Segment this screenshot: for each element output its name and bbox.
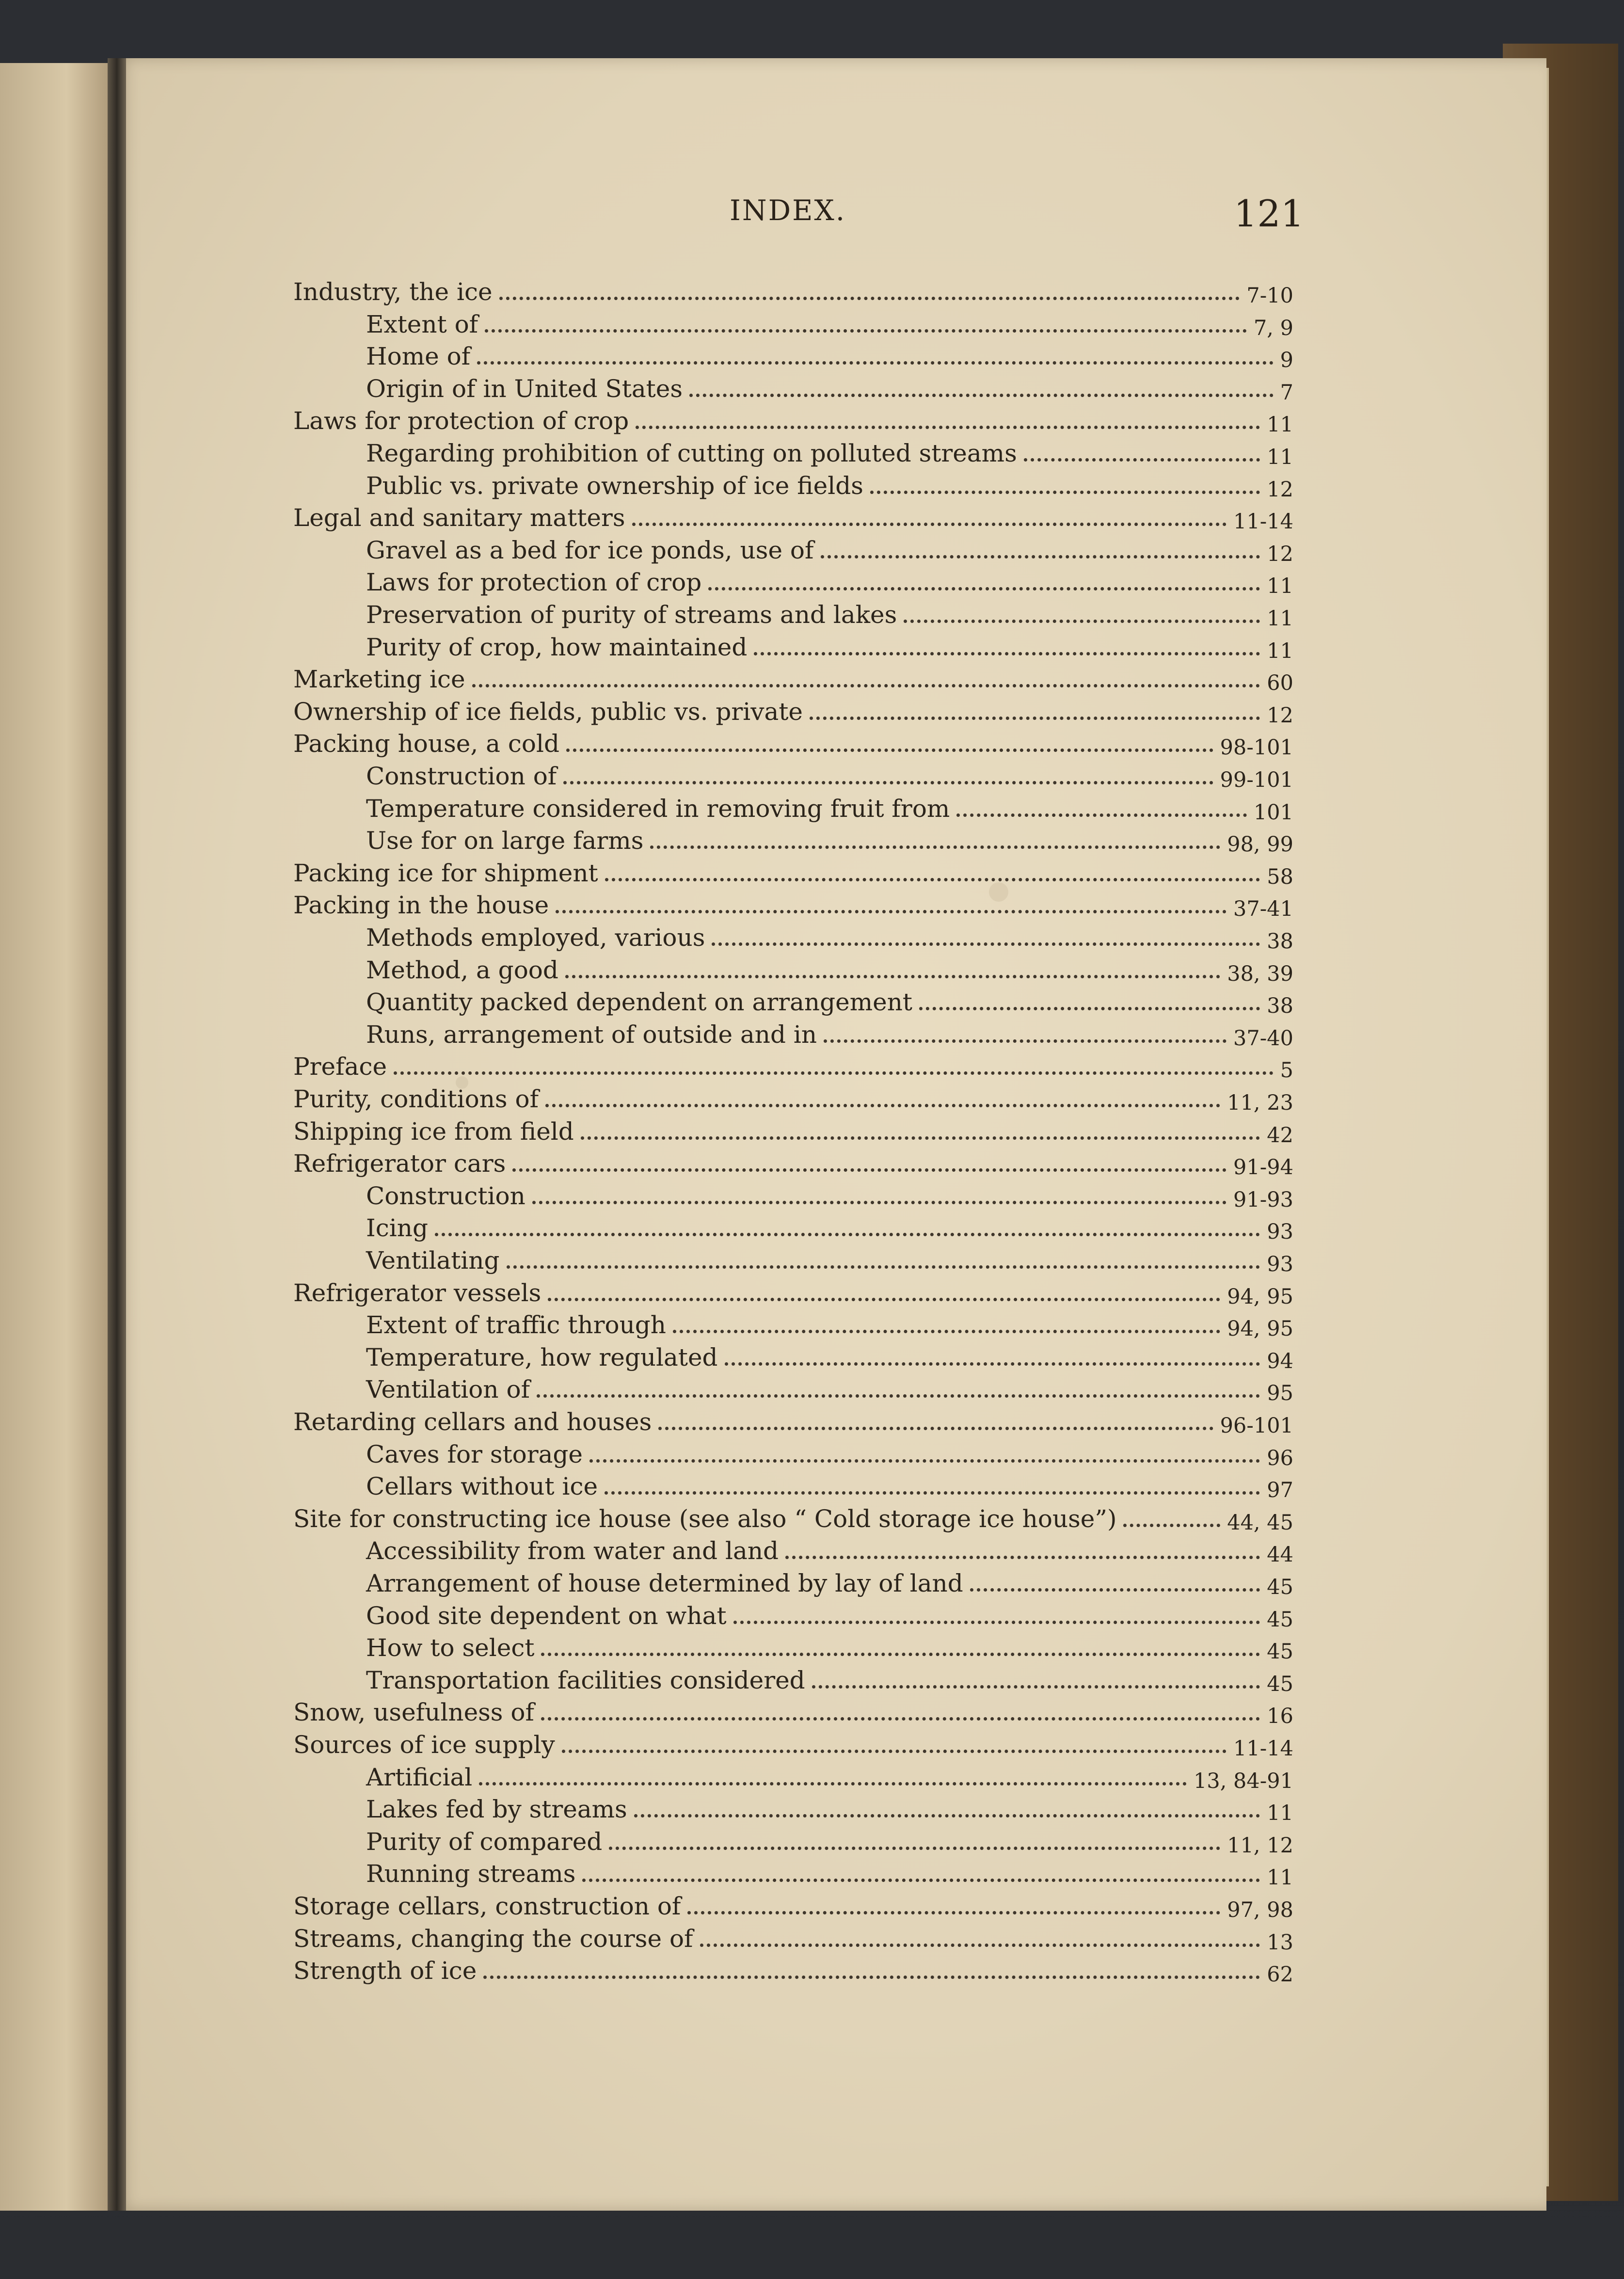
dot-leader — [658, 1427, 1213, 1430]
dot-leader — [708, 587, 1260, 590]
index-term: Strength of ice — [293, 1957, 477, 1985]
index-page-ref: 11 — [1267, 413, 1293, 437]
index-entry — [366, 793, 1293, 827]
index-page-ref: 11 — [1267, 445, 1293, 469]
index-term: Ventilation of — [366, 1375, 530, 1404]
index-term: How to select — [366, 1634, 535, 1662]
index-entry — [366, 1245, 1293, 1279]
index-page-ref: 62 — [1267, 1962, 1293, 1987]
dot-leader — [565, 975, 1220, 978]
index-term: Quantity packed dependent on arrangement — [366, 988, 913, 1017]
index-page-ref: 38 — [1267, 994, 1293, 1019]
index-page-ref: 7 — [1280, 380, 1293, 405]
index-page-ref: 38, 39 — [1227, 961, 1293, 986]
index-page-ref: 98-101 — [1220, 735, 1293, 760]
index-page-ref: 37-40 — [1233, 1026, 1293, 1051]
index-term: Origin of in United States — [366, 374, 683, 403]
index-page-ref: 95 — [1267, 1381, 1293, 1406]
index-entry — [366, 1568, 1293, 1602]
index-entry — [366, 1762, 1293, 1796]
index-entry — [366, 1471, 1293, 1505]
index-term: Preservation of purity of streams and lakes — [366, 601, 897, 629]
index-term: Use for on large farms — [366, 827, 644, 855]
index-term: Public vs. private ownership of ice fields — [366, 471, 863, 500]
index-page-ref: 12 — [1267, 477, 1293, 502]
index-entry — [366, 825, 1293, 859]
dot-leader — [566, 749, 1213, 752]
dot-leader — [689, 394, 1274, 397]
index-page-ref: 7, 9 — [1253, 316, 1293, 340]
index-term: Extent of traffic through — [366, 1311, 666, 1339]
dot-leader — [472, 684, 1260, 687]
index-entry — [293, 1277, 1293, 1311]
index-page-ref: 12 — [1267, 703, 1293, 728]
index-entry — [293, 1116, 1293, 1150]
dot-leader — [394, 1071, 1274, 1075]
index-entry — [293, 858, 1293, 892]
index-entry — [366, 922, 1293, 956]
index-entry — [366, 1019, 1293, 1053]
index-page-ref: 94, 95 — [1227, 1317, 1293, 1341]
index-term: Cellars without ice — [366, 1472, 598, 1501]
index-entry — [366, 987, 1293, 1020]
index-entry — [293, 502, 1293, 536]
index-entry — [366, 761, 1293, 795]
index-page-ref: 44 — [1267, 1543, 1293, 1567]
index-page-ref: 7-10 — [1246, 284, 1293, 308]
index-page-ref: 101 — [1253, 800, 1293, 825]
index-page-ref: 91-93 — [1233, 1187, 1293, 1212]
index-entry — [366, 1794, 1293, 1828]
index-page-ref: 37-41 — [1233, 897, 1293, 922]
dot-leader — [605, 1491, 1260, 1495]
index-term: Temperature, how regulated — [366, 1343, 718, 1371]
dot-leader — [812, 1685, 1260, 1689]
index-entry — [293, 276, 1293, 310]
index-term: Industry, the ice — [293, 278, 493, 306]
index-entry — [366, 567, 1293, 601]
index-page-ref: 11, 12 — [1227, 1833, 1293, 1858]
dot-leader — [512, 1168, 1226, 1172]
dot-leader — [609, 1847, 1220, 1850]
dot-leader — [956, 813, 1247, 817]
index-entry — [293, 890, 1293, 924]
dot-leader — [532, 1201, 1226, 1204]
book-gutter — [108, 58, 126, 2211]
dot-leader — [725, 1362, 1260, 1366]
index-page-ref: 12 — [1267, 542, 1293, 566]
index-page-ref: 45 — [1267, 1672, 1293, 1696]
index-entry — [366, 535, 1293, 569]
index-page-ref: 97 — [1267, 1478, 1293, 1503]
index-term: Runs, arrangement of outside and in — [366, 1020, 817, 1049]
index-term: Storage cellars, construction of — [293, 1892, 681, 1920]
dot-leader — [1123, 1524, 1220, 1527]
index-page-ref: 94, 95 — [1227, 1284, 1293, 1309]
index-page-ref: 11, 23 — [1227, 1091, 1293, 1115]
index-page-ref: 16 — [1267, 1704, 1293, 1729]
index-term: Home of — [366, 342, 471, 371]
index-entry — [366, 309, 1293, 343]
index-entry — [366, 1212, 1293, 1246]
dot-leader — [785, 1556, 1260, 1559]
index-entry — [366, 955, 1293, 988]
dot-leader — [870, 491, 1260, 494]
index-entry — [366, 1826, 1293, 1860]
index-term: Sources of ice supply — [293, 1731, 555, 1759]
index-term: Ownership of ice fields, public vs. private — [293, 697, 803, 726]
index-term: Transportation facilities considered — [366, 1666, 805, 1694]
index-page-ref: 38 — [1267, 929, 1293, 954]
index-term: Streams, changing the course of — [293, 1924, 693, 1953]
index-page-ref: 42 — [1267, 1123, 1293, 1147]
index-term: Legal and sanitary matters — [293, 504, 625, 532]
index-entry — [366, 1309, 1293, 1343]
index-entry — [293, 1891, 1293, 1925]
index-term: Caves for storage — [366, 1440, 583, 1468]
dot-leader — [970, 1588, 1260, 1592]
index-entry — [293, 405, 1293, 439]
index-page-ref: 11 — [1267, 1865, 1293, 1890]
index-term: Packing house, a cold — [293, 730, 559, 758]
index-entry — [293, 1923, 1293, 1957]
index-entry — [293, 1697, 1293, 1731]
index-page-ref: 13 — [1267, 1930, 1293, 1955]
index-page-ref: 96 — [1267, 1446, 1293, 1470]
dot-leader — [712, 942, 1260, 946]
dot-leader — [483, 1976, 1260, 1979]
dot-leader — [919, 1007, 1260, 1010]
index-entry — [366, 341, 1293, 375]
index-entry — [293, 728, 1293, 762]
index-entry — [366, 1439, 1293, 1473]
dot-leader — [563, 781, 1213, 784]
index-term: Purity, conditions of — [293, 1085, 539, 1113]
index-term: Packing ice for shipment — [293, 859, 598, 887]
dot-leader — [904, 620, 1260, 623]
index-entry — [293, 696, 1293, 730]
index-entry — [366, 1535, 1293, 1569]
dot-leader — [589, 1459, 1260, 1463]
index-page-ref: 44, 45 — [1227, 1510, 1293, 1535]
index-term: Gravel as a bed for ice ponds, use of — [366, 536, 814, 564]
dot-leader — [541, 1653, 1260, 1656]
index-term: Packing in the house — [293, 891, 549, 920]
index-page-ref: 45 — [1267, 1575, 1293, 1599]
dot-leader — [733, 1621, 1260, 1624]
index-term: Snow, usefulness of — [293, 1698, 534, 1727]
dot-leader — [477, 361, 1273, 365]
index-page-ref: 60 — [1267, 671, 1293, 696]
page-number: 121 — [1234, 192, 1305, 235]
index-page-ref: 5 — [1280, 1058, 1293, 1083]
index-term: Temperature considered in removing fruit from — [366, 794, 950, 823]
index-entry — [293, 1503, 1293, 1537]
index-page-ref: 11 — [1267, 638, 1293, 663]
index-entry — [366, 470, 1293, 504]
dot-leader — [605, 878, 1260, 881]
index-page-ref: 98, 99 — [1227, 832, 1293, 857]
index-entry — [293, 1729, 1293, 1763]
dot-leader — [541, 1717, 1260, 1721]
dot-leader — [435, 1233, 1260, 1236]
index-entry — [293, 664, 1293, 698]
index-entry — [293, 1955, 1293, 1989]
index-entry — [366, 1374, 1293, 1408]
index-entry — [293, 1148, 1293, 1182]
dot-leader — [581, 1136, 1260, 1140]
dot-leader — [548, 1298, 1220, 1301]
index-page-ref: 9 — [1280, 348, 1293, 373]
dot-leader — [687, 1911, 1220, 1914]
index-page-ref: 94 — [1267, 1349, 1293, 1373]
dot-leader — [673, 1330, 1220, 1333]
index-term: Refrigerator vessels — [293, 1278, 541, 1307]
dot-leader — [582, 1879, 1260, 1882]
index-term: Site for constructing ice house (see also “ Cold storage ice house”) — [293, 1504, 1117, 1533]
index-term: Ventilating — [366, 1246, 500, 1275]
index-page-ref: 96-101 — [1220, 1414, 1293, 1438]
dot-leader — [634, 1814, 1260, 1817]
dot-leader — [636, 426, 1260, 429]
dot-leader — [650, 845, 1220, 849]
index-page-ref: 58 — [1267, 864, 1293, 889]
index-page-ref: 11 — [1267, 1801, 1293, 1826]
index-term: Preface — [293, 1052, 387, 1081]
index-term: Extent of — [366, 310, 478, 338]
index-term: Lakes fed by streams — [366, 1795, 627, 1824]
index-term: Artificial — [366, 1763, 473, 1791]
index-term: Accessibility from water and land — [366, 1537, 779, 1565]
index-term: Good site dependent on what — [366, 1601, 727, 1630]
left-page-edge — [0, 63, 121, 2211]
index-page-ref: 93 — [1267, 1252, 1293, 1276]
index-page-ref: 93 — [1267, 1220, 1293, 1244]
index-term: Method, a good — [366, 956, 558, 984]
dot-leader — [537, 1394, 1260, 1398]
dot-leader — [545, 1104, 1220, 1107]
index-term: Purity of crop, how maintained — [366, 633, 748, 661]
index-entry — [293, 1406, 1293, 1440]
index-page-ref: 11 — [1267, 606, 1293, 631]
index-term: Retarding cellars and houses — [293, 1408, 652, 1436]
index-term: Shipping ice from field — [293, 1117, 574, 1146]
index-term: Purity of compared — [366, 1827, 603, 1856]
index-page-ref: 11-14 — [1233, 510, 1293, 534]
index-term: Construction — [366, 1181, 525, 1210]
index-page-ref: 97, 98 — [1227, 1898, 1293, 1922]
dot-leader — [499, 297, 1240, 300]
index-page-ref: 11-14 — [1233, 1737, 1293, 1761]
dot-leader — [824, 1039, 1226, 1043]
dot-leader — [821, 555, 1260, 558]
index-page-ref: 45 — [1267, 1607, 1293, 1632]
index-term: Laws for protection of crop — [366, 568, 702, 597]
index-entry — [366, 1342, 1293, 1376]
index-page-ref: 11 — [1267, 574, 1293, 599]
index-term: Icing — [366, 1214, 428, 1243]
index-entry — [366, 373, 1293, 407]
dot-leader — [562, 1750, 1226, 1753]
running-head-title: INDEX. — [730, 194, 846, 227]
index-term: Refrigerator cars — [293, 1149, 506, 1178]
dot-leader — [556, 910, 1226, 913]
index-term: Marketing ice — [293, 665, 465, 694]
index-entry — [366, 632, 1293, 666]
index-term: Running streams — [366, 1860, 576, 1888]
dot-leader — [632, 523, 1226, 526]
dot-leader — [485, 329, 1247, 333]
index-entry — [366, 599, 1293, 633]
index-term: Arrangement of house determined by lay of land — [366, 1569, 963, 1597]
index-term: Laws for protection of crop — [293, 407, 629, 435]
dot-leader — [810, 717, 1260, 720]
dot-leader — [507, 1265, 1260, 1269]
dot-leader — [1024, 458, 1260, 462]
index-page-ref: 45 — [1267, 1640, 1293, 1664]
index-page-ref: 91-94 — [1233, 1155, 1293, 1180]
index-entry — [366, 1858, 1293, 1892]
index-page-ref: 99-101 — [1220, 768, 1293, 792]
index-entry — [366, 1665, 1293, 1699]
index-term: Methods employed, various — [366, 924, 705, 952]
dot-leader — [754, 652, 1260, 655]
index-entry — [366, 1600, 1293, 1634]
index-term: Regarding prohibition of cutting on polluted streams — [366, 439, 1017, 467]
index-page-ref: 13, 84-91 — [1193, 1769, 1293, 1793]
index-entry — [366, 1632, 1293, 1666]
index-entry — [366, 1180, 1293, 1214]
index-entry — [366, 438, 1293, 472]
dot-leader — [479, 1782, 1187, 1785]
index-term: Construction of — [366, 762, 557, 790]
index-entry — [293, 1051, 1293, 1085]
index-entry — [293, 1084, 1293, 1117]
dot-leader — [700, 1944, 1260, 1947]
